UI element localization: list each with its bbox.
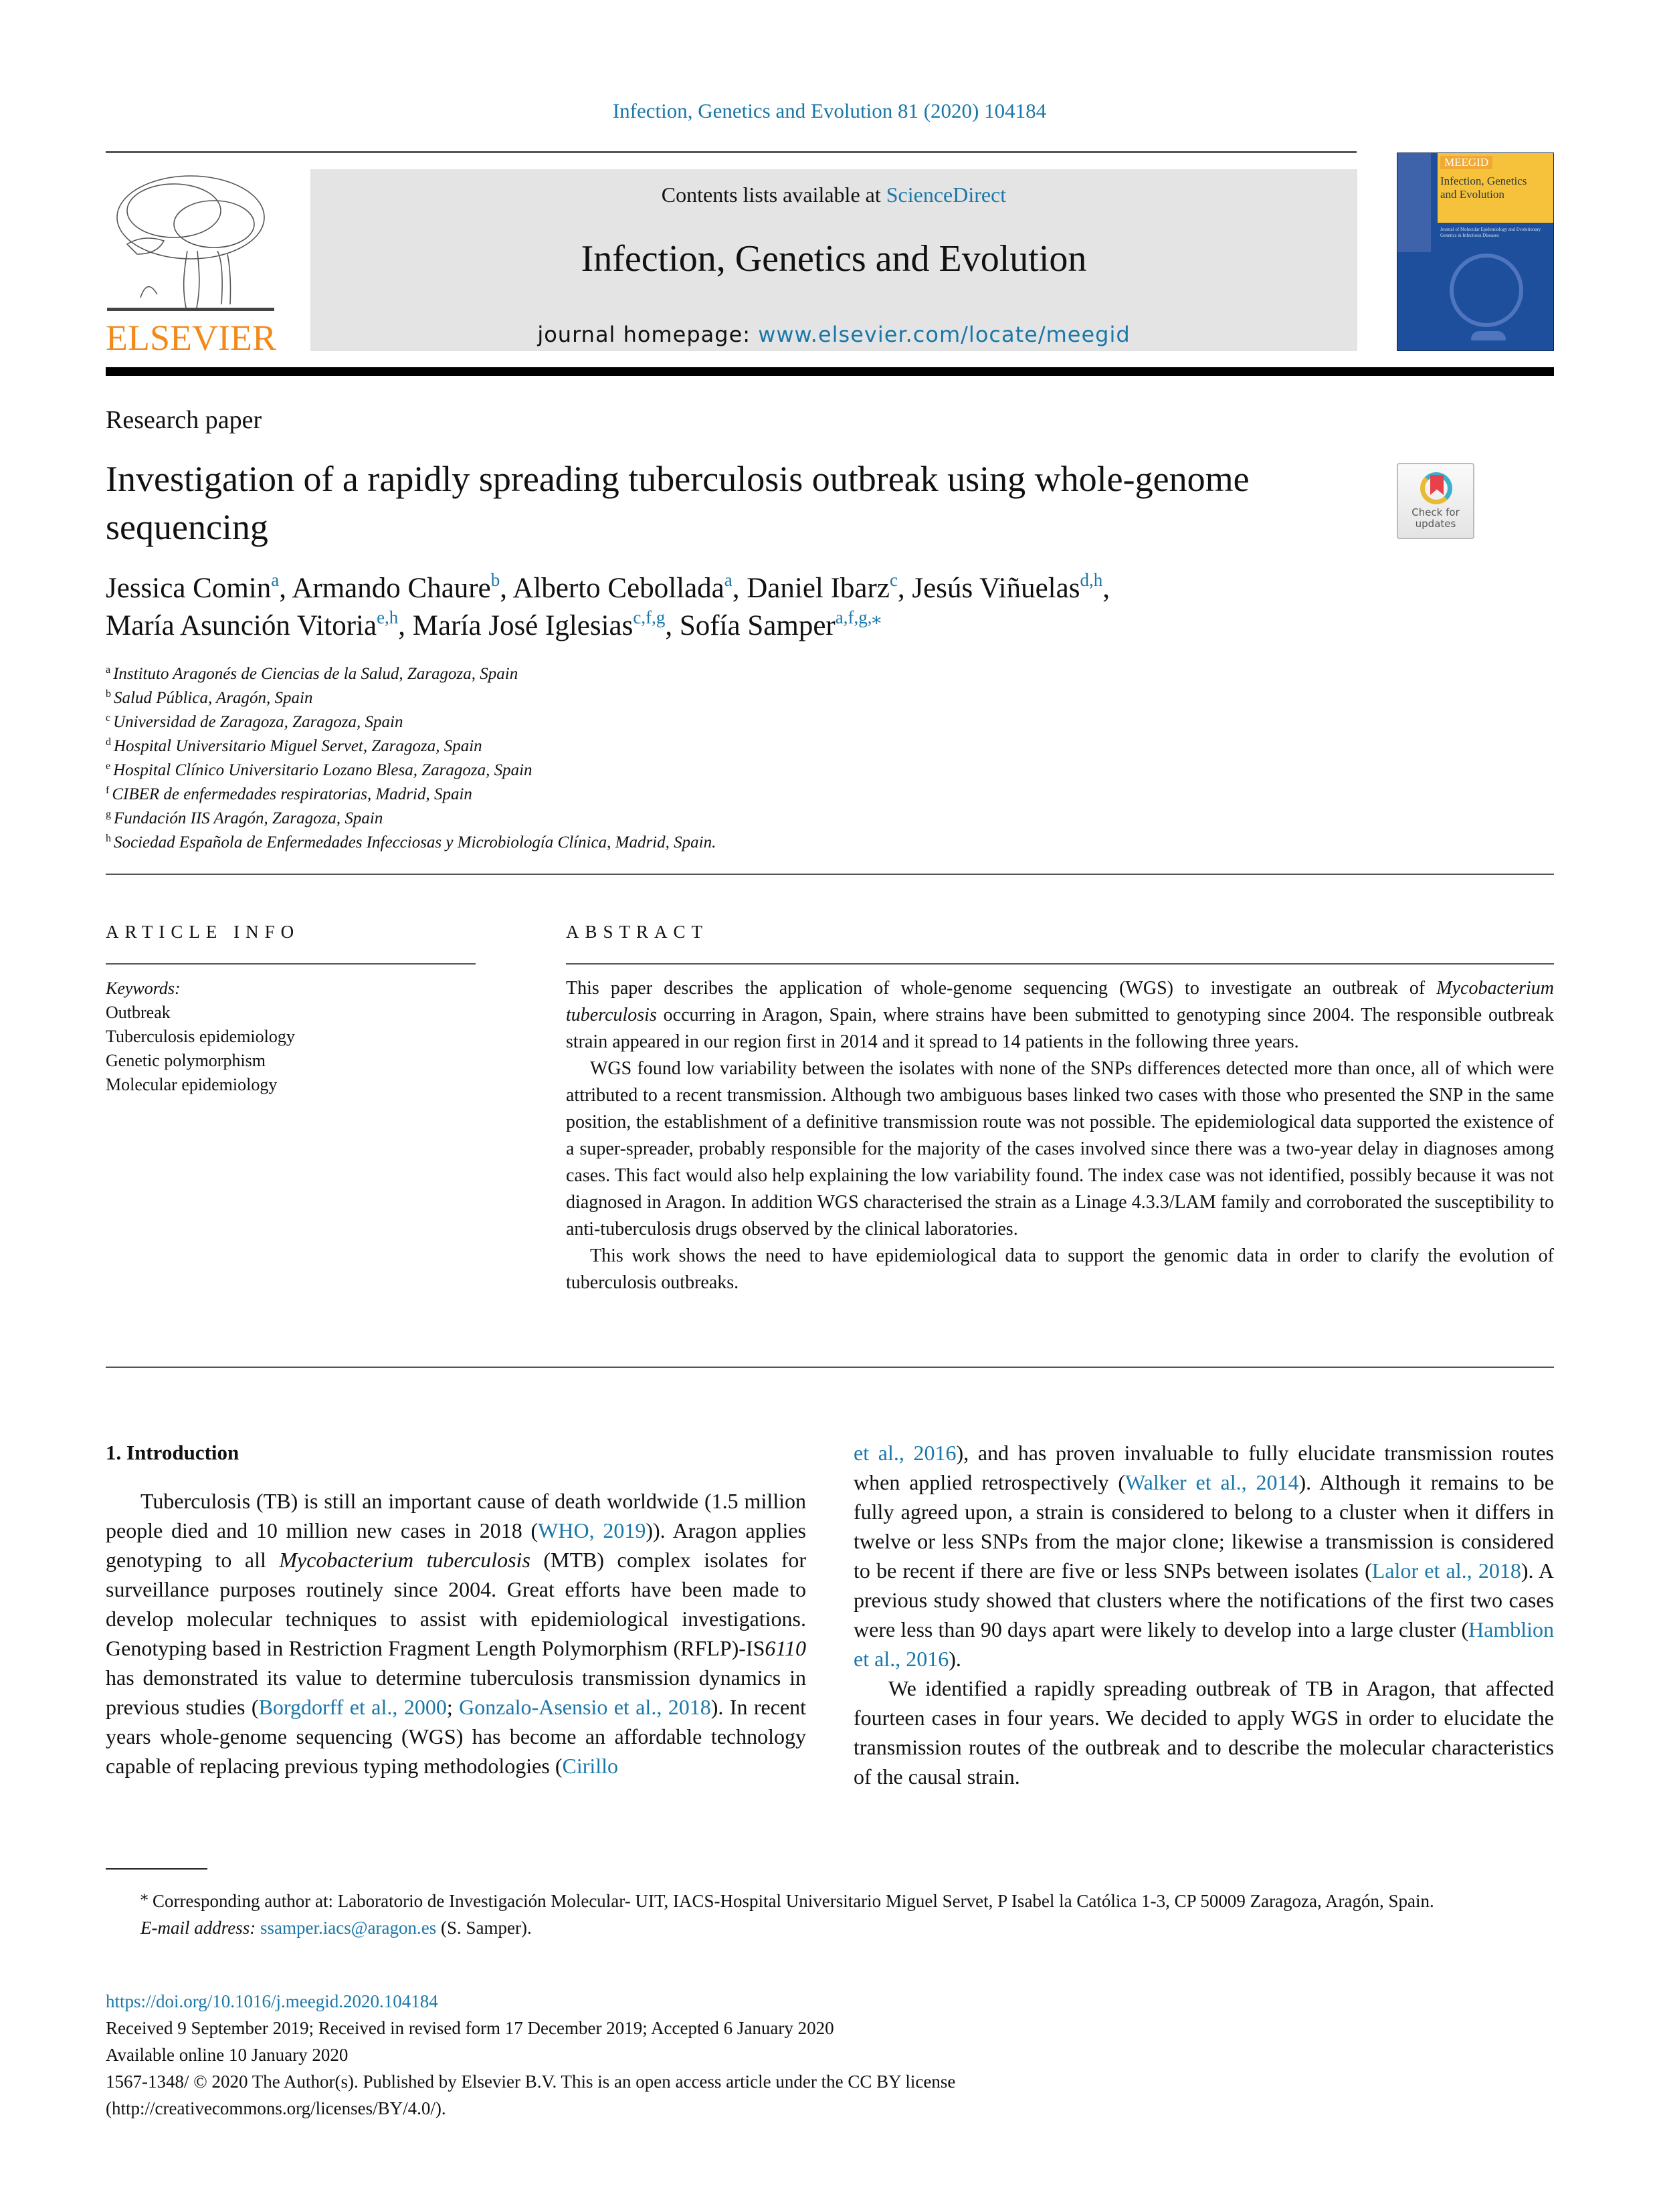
affiliation-item: $^a$ Instituto Aragonés de Ciencias de la Salud, Zaragoza, Spain — [106, 664, 518, 683]
affiliation-list — [106, 662, 716, 855]
check-for-updates-label: Check for updates — [1411, 506, 1460, 530]
article-title: Investigation of a rapidly spreading tuberculosis outbreak using whole-genome sequencing — [106, 459, 1250, 547]
email-line: E-mail address: ssamper.iacs@aragon.es (S. Samper). — [140, 1918, 532, 1938]
affiliation-item: $^h$ Sociedad Española de Enfermedades Infecciosas y Microbiología Clínica, Madrid, Spain. — [106, 833, 716, 851]
author-name[interactable]: María Asunción Vitoria — [106, 610, 377, 641]
author-affiliation-ref[interactable]: a — [724, 570, 733, 590]
article-type: Research paper — [106, 406, 262, 434]
corresponding-author-text: ⁎ Corresponding author at: Laboratorio de Investigación Molecular- UIT, IACS-Hospital Universitario Miguel Servet, P Isabel la Católica 1-3, CP 50009 Zaragoza, Aragón, Spain. — [140, 1887, 1434, 1911]
keywords-label: Keywords: — [106, 979, 181, 998]
abstract-paragraph: This paper describes the application of whole-genome sequencing (WGS) to investigate an outbreak of Mycobacterium tuberculosis occurring in Aragon, Spain, where strains have been submitted to genotyping since 2004. The responsible outbreak strain appeared in our region first in 2014 and it spread to 14 patients in the following three years. — [566, 978, 1554, 1052]
header-thick-rule — [106, 367, 1554, 376]
globe-icon — [1450, 254, 1523, 327]
author-affiliation-ref[interactable]: c — [889, 570, 898, 590]
author-affiliation-ref[interactable]: d,h — [1080, 570, 1103, 590]
abstract-body — [566, 975, 1554, 1296]
cover-subtitle: Journal of Molecular Epidemiology and Evolutionary Genetics in Infectious Diseases — [1440, 227, 1541, 239]
journal-citation-link[interactable]: Infection, Genetics and Evolution 81 (2020) 104184 — [612, 99, 1047, 122]
cover-brand: MEEGID — [1440, 156, 1492, 169]
journal-homepage-link[interactable]: www.elsevier.com/locate/meegid — [758, 322, 1131, 347]
body-paragraph: Tuberculosis (TB) is still an important cause of death worldwide (1.5 million people died and 10 million new cases in 2018 (WHO, 2019)). Aragon applies genotyping to all Mycobacterium tuberculosis (MTB) complex isolates for surveillance purposes routinely since 2004. Great efforts have been made to develop molecular techniques to assist with epidemiological investigations. Genotyping based in Restriction Fragment Length Polymorphism (RFLP)-IS6110 has demonstrated its value to determine tuberculosis transmission dynamics in previous studies (Borgdorff et al., 2000; Gonzalo-Asensio et al., 2018). In recent years whole-genome sequencing (WGS) has become an affordable technology capable of replacing previous typing methodologies (Cirillo — [106, 1489, 807, 1778]
author-affiliation-ref[interactable]: a — [271, 570, 280, 590]
footnote-divider — [106, 1868, 207, 1870]
top-divider — [106, 151, 1357, 153]
abstract-paragraph: This work shows the need to have epidemiological data to support the genomic data in order to clarify the evolution of tuberculosis outbreaks. — [566, 1245, 1554, 1293]
citation-link[interactable]: WHO, 2019 — [538, 1518, 646, 1542]
author-affiliation-ref[interactable]: b — [490, 570, 500, 590]
keyword-item: Genetic polymorphism — [106, 1051, 266, 1070]
corresponding-author-footnote — [106, 1882, 1554, 1941]
sciencedirect-link[interactable]: ScienceDirect — [886, 183, 1007, 207]
homepage-prefix: journal homepage: — [537, 322, 759, 347]
affiliation-item: $^f$ CIBER de enfermedades respiratorias, Madrid, Spain — [106, 785, 472, 803]
author-name[interactable]: María José Iglesias — [412, 610, 633, 641]
introduction-heading: 1. Introduction — [106, 1441, 239, 1464]
doi-link[interactable]: https://doi.org/10.1016/j.meegid.2020.104184 — [106, 1991, 438, 2011]
available-online: Available online 10 January 2020 — [106, 2045, 349, 2065]
article-info-heading: ARTICLE INFO — [106, 922, 300, 942]
body-paragraph: et al., 2016), and has proven invaluable to fully elucidate transmission routes when applied retrospectively (Walker et al., 2014). Although it remains to be fully agreed upon, a strain is considered to belong to a cluster when it differs in twelve or less SNPs from the major clone; likewise a transmission is considered to be recent if there are five or less SNPs between isolates (Lalor et al., 2018). A previous study showed that clusters where the notifications of the first two cases were less than 90 days apart were likely to develop into a large cluster (Hamblion et al., 2016). — [854, 1441, 1555, 1671]
affiliation-item: $^d$ Hospital Universitario Miguel Servet, Zaragoza, Spain — [106, 736, 482, 755]
journal-header-box — [310, 169, 1357, 351]
affiliation-item: $^e$ Hospital Clínico Universitario Lozano Blesa, Zaragoza, Spain — [106, 761, 532, 779]
asterisk-marker: ⁎ — [140, 1887, 149, 1904]
section-divider — [106, 874, 1554, 875]
publication-info — [106, 1988, 955, 2122]
citation-link[interactable]: et al., 2016 — [854, 1441, 957, 1465]
elsevier-wordmark: ELSEVIER — [106, 318, 276, 358]
citation-link[interactable]: Borgdorff et al., 2000 — [258, 1695, 447, 1719]
author-name[interactable]: Jessica Comin — [106, 573, 272, 604]
license-line: 1567-1348/ © 2020 The Author(s). Published by Elsevier B.V. This is an open access article under the CC BY license — [106, 2072, 956, 2092]
author-affiliation-ref[interactable]: e,h — [377, 607, 399, 627]
author-name[interactable]: Alberto Cebollada — [512, 573, 724, 604]
homepage-line — [310, 322, 1357, 347]
body-column-right — [854, 1438, 1554, 1791]
author-name[interactable]: Armando Chaure — [292, 573, 491, 604]
section-divider — [106, 1367, 1554, 1368]
check-for-updates-button[interactable] — [1397, 463, 1474, 539]
cover-title: Infection, Genetics and Evolution — [1440, 175, 1527, 201]
abstract-divider — [566, 963, 1554, 965]
globe-stand-icon — [1471, 331, 1506, 340]
affiliation-item: $^g$ Fundación IIS Aragón, Zaragoza, Spain — [106, 809, 383, 827]
abstract-paragraph: WGS found low variability between the isolates with none of the SNPs differences detected more than once, all of which were attributed to a recent transmission. Although two ambiguous bases linked two cases with those who presented the SNP in the same position, the establishment of a definitive transmission route was not possible. The epidemiological data supported the existence of a super-spreader, probably responsible for the majority of the cases involved since there was a two-year delay in diagnoses among cases. This fact would also help explaining the low variability found. The index case was not identified, possibly because it was not diagnosed in Aragon. In addition WGS characterised the strain as a Linage 4.3.3/LAM family and corroborated the susceptibility to anti-tuberculosis drugs observed by the clinical laboratories. — [566, 1058, 1554, 1239]
journal-title: Infection, Genetics and Evolution — [581, 238, 1087, 280]
journal-cover-thumbnail[interactable] — [1397, 153, 1554, 351]
citation-link[interactable]: Lalor et al., 2018 — [1371, 1559, 1521, 1583]
affiliation-item: $^c$ Universidad de Zaragoza, Zaragoza, Spain — [106, 712, 403, 731]
article-info-divider — [106, 963, 476, 965]
contents-line — [310, 183, 1357, 207]
received-dates: Received 9 September 2019; Received in revised form 17 December 2019; Accepted 6 January 2020 — [106, 2018, 834, 2038]
citation-link[interactable]: Hamblion et al., 2016 — [854, 1617, 1554, 1671]
body-column-left — [106, 1486, 806, 1781]
citation-link[interactable]: Cirillo — [562, 1754, 619, 1778]
keyword-item: Tuberculosis epidemiology — [106, 1027, 295, 1046]
abstract-heading: ABSTRACT — [566, 922, 709, 942]
keyword-item: Molecular epidemiology — [106, 1075, 278, 1094]
keyword-item: Outbreak — [106, 1003, 171, 1022]
citation-link[interactable]: Gonzalo-Asensio et al., 2018 — [459, 1695, 711, 1719]
author-affiliation-ref[interactable]: a,f,g,⁎ — [835, 607, 881, 627]
author-name[interactable]: Sofía Samper — [679, 610, 836, 641]
license-url: (http://creativecommons.org/licenses/BY/4.0/). — [106, 2098, 446, 2118]
author-affiliation-ref[interactable]: c,f,g — [633, 607, 666, 627]
author-name[interactable]: Daniel Ibarz — [747, 573, 890, 604]
citation-link[interactable]: Walker et al., 2014 — [1125, 1470, 1299, 1494]
affiliation-item: $^b$ Salud Pública, Aragón, Spain — [106, 688, 313, 707]
author-list: Jessica Comin$^a$, Armando Chaure$^b$, Alberto Cebollada$^a$, Daniel Ibarz$^c$, Jesús Viñuelas$^{d,h}$, María Asunción Vitoria$^{e,h}$, María José Iglesias$^{c,f,g}$, Sofía Samper$^{a,f,g,⁎}$ — [106, 570, 1110, 641]
cover-side-band — [1397, 153, 1431, 252]
author-name[interactable]: Jesús Viñuelas — [912, 573, 1080, 604]
email-link[interactable]: ssamper.iacs@aragon.es — [260, 1918, 437, 1938]
body-paragraph: We identified a rapidly spreading outbreak of TB in Aragon, that affected fourteen cases in four years. We decided to apply WGS in order to elucidate the transmission routes of the outbreak and to describe the molecular characteristics of the causal strain. — [854, 1676, 1554, 1789]
contents-prefix: Contents lists available at — [661, 183, 886, 207]
keywords-list — [106, 977, 295, 1097]
